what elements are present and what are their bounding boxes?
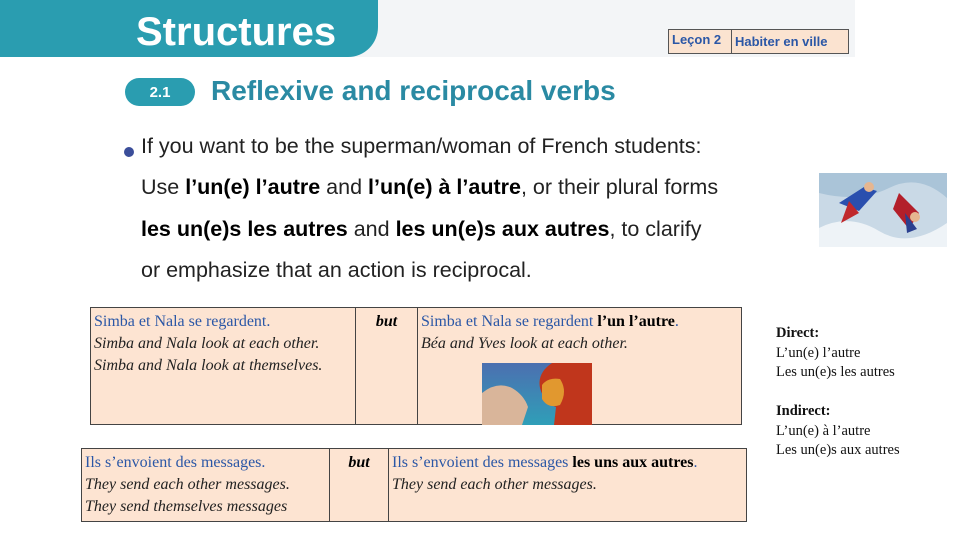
section-number-badge: 2.1 (125, 78, 195, 106)
text-run: and (347, 217, 396, 241)
english-translation: They send themselves messages (85, 498, 288, 515)
direct-label: Direct: (776, 325, 820, 341)
direct-form: L’un(e) l’autre (776, 344, 861, 361)
english-translation: Béa and Yves look at each other. (421, 335, 628, 352)
english-translation: Simba and Nala look at each other. (94, 335, 320, 352)
reciprocal-table-1 (90, 307, 742, 425)
sidebar-direct (776, 324, 895, 383)
bold-phrase: l’un(e) l’autre (185, 175, 321, 199)
english-translation: They send each other messages. (392, 476, 597, 493)
page-title: Structures (136, 10, 337, 54)
text-run: . (674, 313, 679, 330)
but-label: but (356, 308, 418, 425)
text-run: and (320, 175, 369, 199)
bold-phrase: les un(e)s les autres (141, 217, 348, 241)
lesson-name: Habiter en ville (735, 34, 828, 49)
superheroes-image (819, 173, 947, 247)
text-run: Use (141, 175, 186, 199)
indirect-form: L’un(e) à l’autre (776, 422, 871, 439)
french-sentence: Simba et Nala se regardent (421, 313, 598, 330)
bold-phrase: les un(e)s aux autres (395, 217, 610, 241)
french-sentence: Ils s’envoient des messages (392, 454, 573, 471)
lion-king-image (482, 363, 592, 425)
table-cell-left (82, 449, 330, 522)
english-translation: Simba and Nala look at themselves. (94, 357, 323, 374)
text-run: . (693, 454, 698, 471)
french-sentence: Simba et Nala se regardent. (94, 313, 271, 330)
bullet-icon (124, 147, 134, 157)
reciprocal-phrase: les uns aux autres (572, 454, 694, 471)
bold-phrase: l’un(e) à l’autre (368, 175, 521, 199)
body-line-2 (141, 175, 718, 200)
section-title: Reflexive and reciprocal verbs (211, 75, 616, 106)
body-line-1: If you want to be the superman/woman of French students: (141, 134, 702, 158)
sidebar-indirect (776, 402, 900, 461)
french-sentence: Ils s’envoient des messages. (85, 454, 266, 471)
direct-form: Les un(e)s les autres (776, 364, 895, 380)
but-label: but (330, 449, 389, 522)
body-line-4: or emphasize that an action is reciprocal. (141, 258, 532, 282)
text-run: , or their plural forms (520, 175, 719, 199)
indirect-form: Les un(e)s aux autres (776, 442, 900, 458)
english-translation: They send each other messages. (85, 476, 290, 493)
reciprocal-table-2 (81, 448, 747, 522)
indirect-label: Indirect: (776, 403, 831, 419)
table-cell-left (91, 308, 356, 425)
text-run: , to clarify (609, 217, 702, 241)
table-cell-right (389, 449, 747, 522)
lesson-badge (668, 29, 849, 54)
reciprocal-phrase: l’un l’autre (597, 313, 675, 330)
body-line-3 (141, 217, 701, 242)
lesson-number: Leçon 2 (669, 30, 732, 53)
